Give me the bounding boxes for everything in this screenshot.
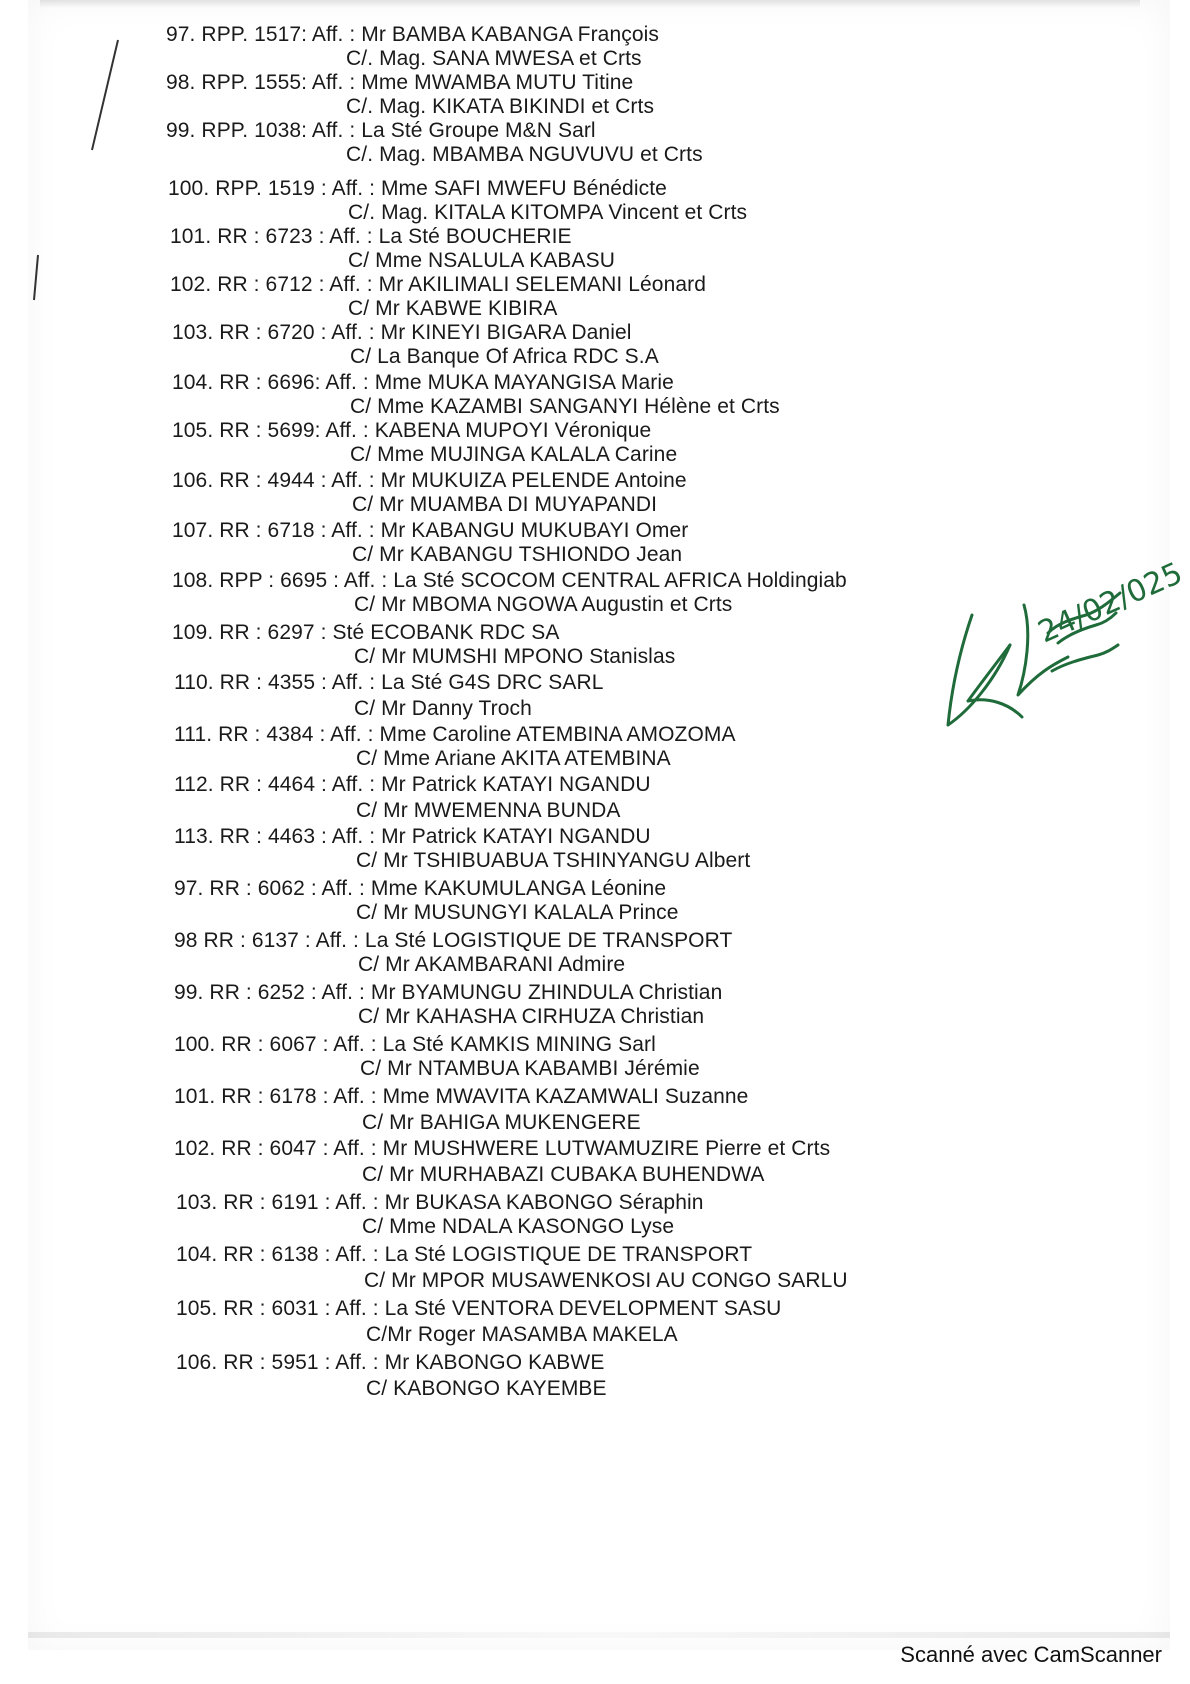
entry-party: C/ Mr Danny Troch — [354, 697, 532, 720]
entry-head: 109. RR : 6297 : Sté ECOBANK RDC SA — [172, 621, 560, 644]
entry-party: C/. Mag. KIKATA BIKINDI et Crts — [346, 95, 655, 118]
entry-party: C/. Mag. SANA MWESA et Crts — [346, 47, 642, 70]
entry-party: C/ Mr KAHASHA CIRHUZA Christian — [358, 1005, 705, 1028]
entry-party: C/ Mr MURHABAZI CUBAKA BUHENDWA — [362, 1163, 765, 1186]
entry-head: 104. RR : 6138 : Aff. : La Sté LOGISTIQUE DE TRANSPORT — [176, 1243, 753, 1266]
entry-head: 103. RR : 6720 : Aff. : Mr KINEYI BIGARA Daniel — [172, 321, 632, 344]
entry-head: 97. RR : 6062 : Aff. : Mme KAKUMULANGA Léonine — [174, 877, 667, 900]
entry-head: 105. RR : 5699: Aff. : KABENA MUPOYI Véronique — [172, 419, 652, 442]
entry-party: C/ Mr NTAMBUA KABAMBI Jérémie — [360, 1057, 700, 1080]
entry-head: 102. RR : 6047 : Aff. : Mr MUSHWERE LUTWAMUZIRE Pierre et Crts — [174, 1137, 831, 1160]
scan-bottom-shadow — [28, 1632, 1170, 1638]
entry-head: 99. RR : 6252 : Aff. : Mr BYAMUNGU ZHINDULA Christian — [174, 981, 723, 1004]
entry-head: 110. RR : 4355 : Aff. : La Sté G4S DRC SARL — [174, 671, 604, 694]
entry-party: C/ Mr MUSUNGYI KALALA Prince — [356, 901, 679, 924]
entry-party: C/ Mr MUAMBA DI MUYAPANDI — [352, 493, 658, 516]
entry-head: 107. RR : 6718 : Aff. : Mr KABANGU MUKUBAYI Omer — [172, 519, 689, 542]
entry-head: 101. RR : 6178 : Aff. : Mme MWAVITA KAZAMWALI Suzanne — [174, 1085, 749, 1108]
entry-party: C/ Mr MWEMENNA BUNDA — [356, 799, 621, 822]
entry-party: C/ Mme KAZAMBI SANGANYI Hélène et Crts — [350, 395, 780, 418]
entry-party: C/ Mr AKAMBARANI Admire — [358, 953, 626, 976]
entry-party: C/ Mr KABANGU TSHIONDO Jean — [352, 543, 683, 566]
signature-date: 24/02/025 — [1033, 555, 1188, 651]
entry-party: C/ Mr MPOR MUSAWENKOSI AU CONGO SARLU — [364, 1269, 848, 1292]
entry-party: C/Mr Roger MASAMBA MAKELA — [366, 1323, 678, 1346]
entry-head: 98. RPP. 1555: Aff. : Mme MWAMBA MUTU Titine — [166, 71, 634, 94]
entry-head: 99. RPP. 1038: Aff. : La Sté Groupe M&N Sarl — [166, 119, 596, 142]
entry-party: C/ Mr MBOMA NGOWA Augustin et Crts — [354, 593, 733, 616]
entry-party: C/ Mme MUJINGA KALALA Carine — [350, 443, 678, 466]
entry-party: C/ La Banque Of Africa RDC S.A — [350, 345, 659, 368]
entry-party: C/ Mme NDALA KASONGO Lyse — [362, 1215, 675, 1238]
entry-party: C/ KABONGO KAYEMBE — [366, 1377, 607, 1400]
entry-party: C/ Mr KABWE KIBIRA — [348, 297, 558, 320]
entry-head: 113. RR : 4463 : Aff. : Mr Patrick KATAYI NGANDU — [174, 825, 651, 848]
entry-head: 112. RR : 4464 : Aff. : Mr Patrick KATAYI NGANDU — [174, 773, 651, 796]
entry-party: C/ Mr TSHIBUABUA TSHINYANGU Albert — [356, 849, 751, 872]
entry-head: 111. RR : 4384 : Aff. : Mme Caroline ATEMBINA AMOZOMA — [174, 723, 736, 746]
entry-head: 106. RR : 5951 : Aff. : Mr KABONGO KABWE — [176, 1351, 605, 1374]
entry-party: C/. Mag. MBAMBA NGUVUVU et Crts — [346, 143, 703, 166]
entry-head: 103. RR : 6191 : Aff. : Mr BUKASA KABONGO Séraphin — [176, 1191, 704, 1214]
entry-head: 100. RR : 6067 : Aff. : La Sté KAMKIS MINING Sarl — [174, 1033, 656, 1056]
entry-party: C/ Mme NSALULA KABASU — [348, 249, 616, 272]
entry-head: 104. RR : 6696: Aff. : Mme MUKA MAYANGISA Marie — [172, 371, 674, 394]
entry-party: C/ Mme Ariane AKITA ATEMBINA — [356, 747, 671, 770]
entry-party: C/ Mr BAHIGA MUKENGERE — [362, 1111, 641, 1134]
entry-party: C/. Mag. KITALA KITOMPA Vincent et Crts — [348, 201, 748, 224]
entry-head: 98 RR : 6137 : Aff. : La Sté LOGISTIQUE DE TRANSPORT — [174, 929, 733, 952]
entry-head: 106. RR : 4944 : Aff. : Mr MUKUIZA PELENDE Antoine — [172, 469, 687, 492]
entry-head: 102. RR : 6712 : Aff. : Mr AKILIMALI SELEMANI Léonard — [170, 273, 707, 296]
entry-party: C/ Mr MUMSHI MPONO Stanislas — [354, 645, 676, 668]
handwritten-signature — [940, 555, 1188, 750]
entry-head: 101. RR : 6723 : Aff. : La Sté BOUCHERIE — [170, 225, 572, 248]
scanner-watermark: Scanné avec CamScanner — [900, 1642, 1162, 1667]
entry-head: 105. RR : 6031 : Aff. : La Sté VENTORA DEVELOPMENT SASU — [176, 1297, 782, 1320]
entry-head: 100. RPP. 1519 : Aff. : Mme SAFI MWEFU Bénédicte — [168, 177, 667, 200]
entry-head: 97. RPP. 1517: Aff. : Mr BAMBA KABANGA François — [166, 23, 659, 46]
entry-head: 108. RPP : 6695 : Aff. : La Sté SCOCOM CENTRAL AFRICA Holdingiab — [172, 569, 847, 592]
